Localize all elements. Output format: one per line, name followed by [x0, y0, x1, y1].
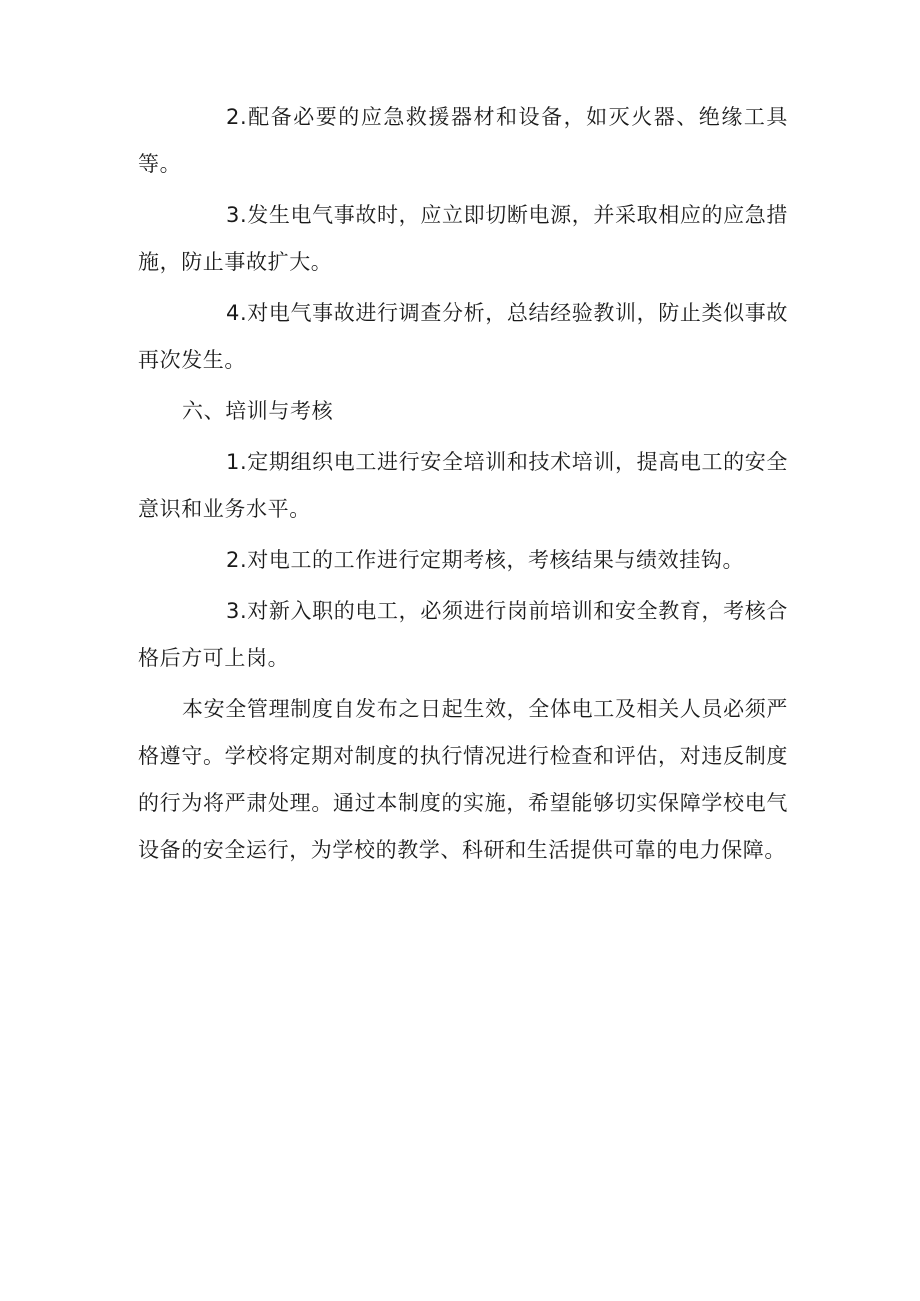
- item-text: .对电工的工作进行定期考核，考核结果与绩效挂钩。: [239, 548, 745, 572]
- list-item: [138, 588, 788, 682]
- item-number: 3: [226, 203, 240, 227]
- closing-paragraph: 本安全管理制度自发布之日起生效，全体电工及相关人员必须严格遵守。学校将定期对制度的执行情况进行检查和评估，对违反制度的行为将严肃处理。通过本制度的实施，希望能够切实保障学校电气设备的安全运行，为学校的教学、科研和生活提供可靠的电力保障。: [138, 697, 788, 862]
- list-item: [138, 537, 788, 584]
- item-number: 4: [226, 301, 240, 325]
- item-number: 3: [226, 599, 240, 623]
- item-text: .对新入职的电工，必须进行岗前培训和安全教育，考核合格后方可上岗。: [138, 599, 788, 670]
- item-number: 1: [226, 450, 240, 474]
- list-item: [138, 439, 788, 533]
- list-item: [138, 94, 788, 188]
- list-item: [138, 192, 788, 286]
- item-text: .定期组织电工进行安全培训和技术培训，提高电工的安全意识和业务水平。: [138, 450, 788, 521]
- document-page: [138, 94, 788, 878]
- item-text: .对电气事故进行调查分析，总结经验教训，防止类似事故再次发生。: [138, 301, 788, 372]
- item-text: .配备必要的应急救援器材和设备，如灭火器、绝缘工具等。: [138, 105, 788, 176]
- item-text: .发生电气事故时，应立即切断电源，并采取相应的应急措施，防止事故扩大。: [138, 203, 788, 274]
- item-number: 2: [226, 548, 240, 572]
- item-number: 2: [226, 105, 240, 129]
- section-heading: 六、培训与考核: [182, 399, 334, 423]
- list-item: [138, 290, 788, 384]
